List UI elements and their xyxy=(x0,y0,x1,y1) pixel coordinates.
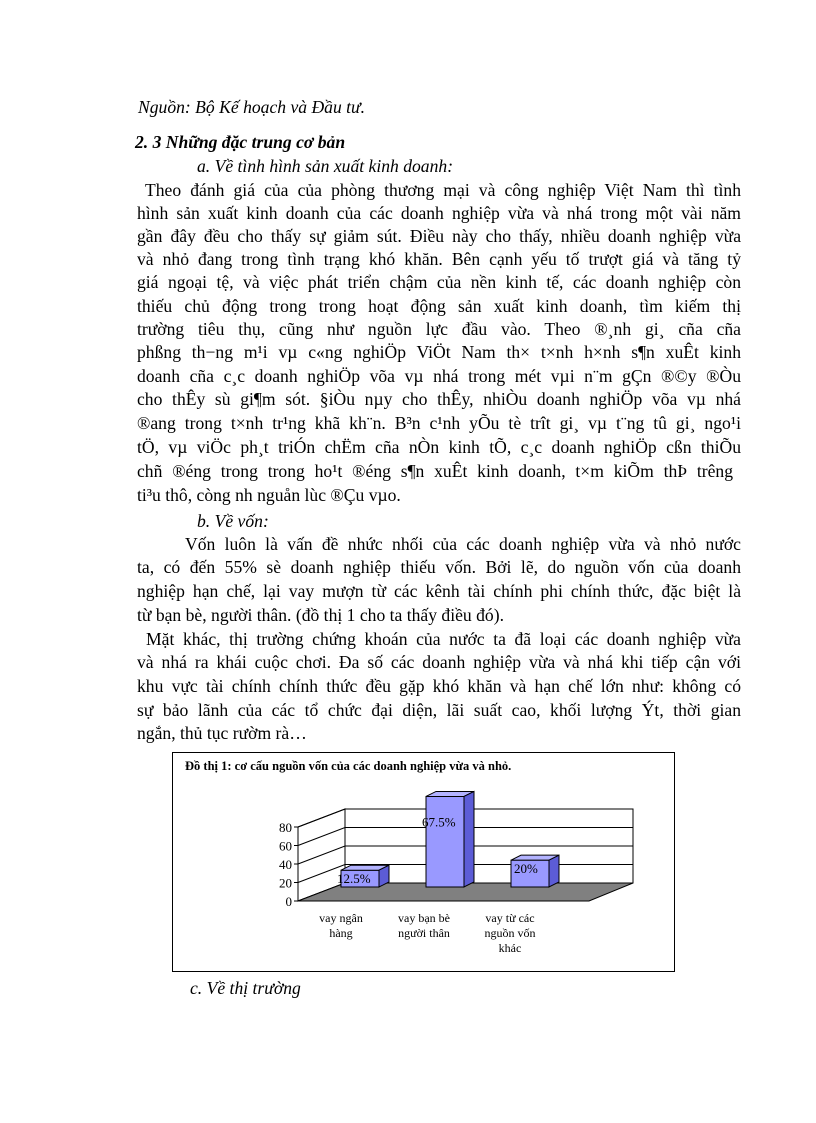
x-tick-label: vay từ các xyxy=(485,911,535,925)
x-tick-label: vay ngân xyxy=(319,911,363,925)
section-heading: 2. 3 Những đặc trung cơ bản xyxy=(135,132,346,152)
data-label: 67.5% xyxy=(422,814,456,830)
para-a-line: giá ngoại tệ, và việc phát triển chậm của nền kinh tế, các doanh nghiệp còn xyxy=(137,272,741,292)
para-c-line: sự bảo lãnh của các tổ chức đại diện, lãi suất cao, khối lượng Ýt, thời gian xyxy=(137,700,741,720)
bar xyxy=(426,796,464,887)
x-tick-label: khác xyxy=(498,941,522,955)
para-a-line: chñ ®éng trong trong ho¹t ®éng s¶n xuÊt kinh doanh, t×m kiÕm thÞ trêng xyxy=(137,461,733,481)
para-a-line: trường tiêu thụ, cũng như nguồn lực đầu vào. Theo ®¸nh gi¸ cña cña xyxy=(137,319,741,339)
para-a-line: cho thÊy sù gi¶m sót. §iÒu nµy cho thÊy, nhiÒu doanh nghiÖp võa vµ nhá xyxy=(137,389,741,409)
x-tick-label: người thân xyxy=(398,926,450,940)
para-a-line: ®ang trong t×nh tr¹ng khã kh¨n. B³n c¹nh yÕu tè trît gi¸ vµ t¨ng tû gi¸ ngo¹i xyxy=(137,413,741,433)
data-label: 20% xyxy=(514,861,538,877)
x-tick-label: nguồn vốn xyxy=(484,926,536,940)
para-a-line: gần đây đều cho thấy sự giảm sút. Điều này cho thấy, nhiều doanh nghiệp vừa xyxy=(137,226,741,246)
source-line: Nguồn: Bộ Kế hoạch và Đầu tư. xyxy=(138,97,366,117)
x-tick-label: hàng xyxy=(329,926,353,940)
bar-side xyxy=(464,791,474,887)
y-tick-label: 0 xyxy=(285,894,292,909)
y-tick-label: 40 xyxy=(279,857,292,872)
para-b-line: ta, có đến 55% sè doanh nghiệp thiếu vốn. Bởi lẽ, do nguồn vốn của doanh xyxy=(137,557,741,577)
para-c-line: và nhá ra khái cuộc chơi. Đa số các doanh nghiệp vừa và nhá khi tiếp cận với xyxy=(137,652,741,672)
para-a-line: doanh cña c¸c doanh nghiÖp võa vµ nhá trong mét vµi n¨m gÇn ®©y ®Òu xyxy=(137,366,741,386)
para-a-line: phßng th−ng m¹i vµ c«ng nghiÖp ViÖt Nam th× t×nh h×nh s¶n xuÊt kinh xyxy=(137,342,741,362)
chart-funding-structure xyxy=(172,752,675,972)
para-c-line: khu vực tài chính chính thức đều gặp khó khăn và hạn chế lớn như: không có xyxy=(137,676,741,696)
para-b-line: nghiệp hạn chế, lại vay mượn từ các kênh tài chính phi chính thức, đặc biệt là xyxy=(137,581,741,601)
para-c-line: Mặt khác, thị trường chứng khoán của nước ta đã loại các doanh nghiệp vừa xyxy=(146,629,741,649)
para-a-line: và nhỏ đang trong tình trạng khó khăn. Bên cạnh yếu tố trượt giá và tăng tỷ xyxy=(137,249,741,269)
data-label: 12.5% xyxy=(337,871,371,887)
para-a-line: hình sản xuất kinh doanh của các doanh nghiệp vừa và nhá trong một vài năm xyxy=(137,203,741,223)
para-b-line: Vốn luôn là vấn đề nhức nhối của các doanh nghiệp vừa và nhỏ nước xyxy=(185,534,741,554)
x-tick-label: vay bạn bè xyxy=(398,911,450,925)
subheading-production: a. Về tình hình sản xuất kinh doanh: xyxy=(197,156,454,176)
y-tick-label: 60 xyxy=(279,838,292,854)
x-category-label xyxy=(301,911,381,941)
y-tick-label: 20 xyxy=(279,875,292,891)
para-a-line: Theo đánh giá của của phòng thương mại và công nghiệp Việt Nam thì tình xyxy=(145,180,741,200)
subheading-market: c. Về thị trường xyxy=(190,978,301,998)
x-category-label xyxy=(470,911,550,956)
bar-side xyxy=(549,855,559,887)
y-tick-label: 80 xyxy=(279,820,292,835)
para-b-line: từ bạn bè, người thân. (đồ thị 1 cho ta thấy điều đó). xyxy=(137,605,504,625)
subheading-capital: b. Về vốn: xyxy=(197,511,269,531)
para-a-line: ti³u thô, còng nh nguån lùc ®Çu vµo. xyxy=(137,485,401,505)
para-c-line: ngắn, thủ tục rườm rà… xyxy=(137,723,307,743)
chart-title: Đồ thị 1: cơ cấu nguồn vốn của các doanh nghiệp vừa và nhỏ. xyxy=(185,759,512,773)
x-category-label xyxy=(384,911,464,941)
para-a-line: tÖ, vµ viÖc ph¸t triÓn chËm cña nÒn kinh tÕ, c¸c doanh nghiÖp cßn thiÕu xyxy=(137,437,741,457)
para-a-line: thiếu chủ động trong trong hoạt động sản xuất kinh doanh, tìm kiếm thị xyxy=(137,296,741,316)
